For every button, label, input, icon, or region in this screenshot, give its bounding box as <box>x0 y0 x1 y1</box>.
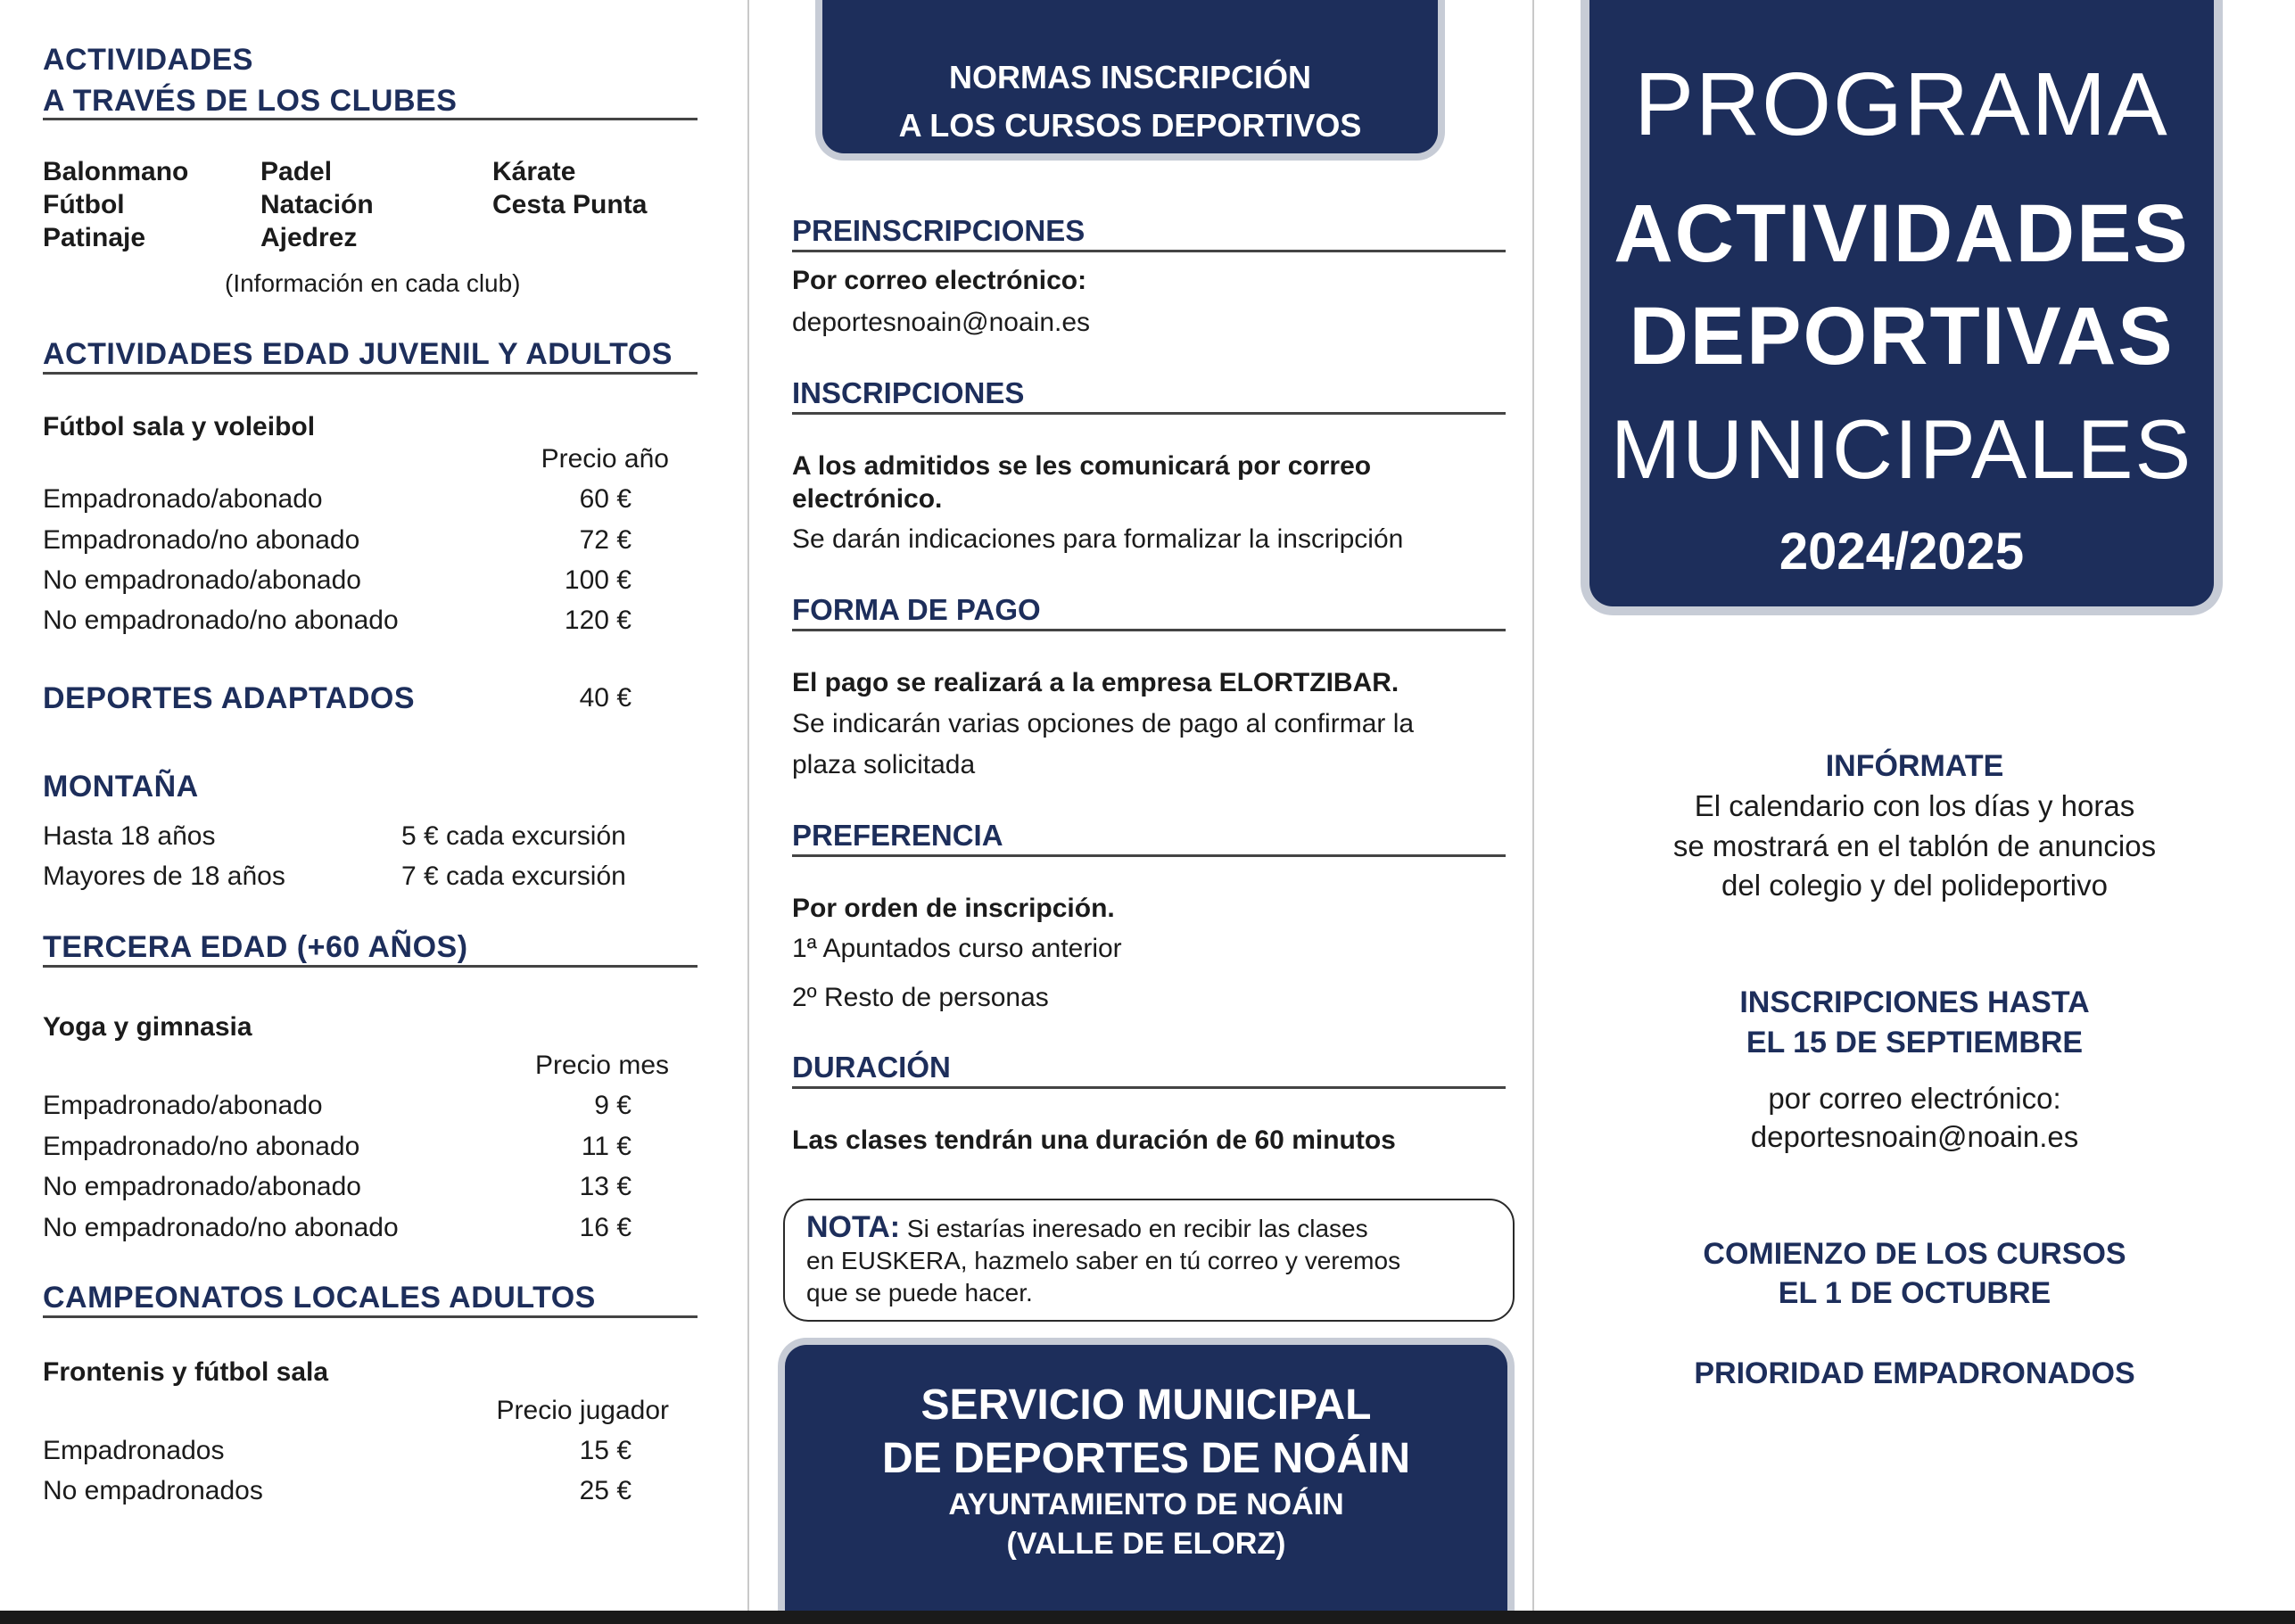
price-row-label: No empadronados <box>43 1476 263 1505</box>
clubs-note: (Información en cada club) <box>225 269 521 297</box>
duracion-line1: Las clases tendrán una duración de 60 minutos <box>792 1125 1396 1155</box>
pago-rule <box>792 629 1506 631</box>
preferencia-line3: 2º Resto de personas <box>792 983 1049 1012</box>
footer-line3: AYUNTAMIENTO DE NOÁIN <box>948 1488 1344 1521</box>
montana-row-label: Mayores de 18 años <box>43 861 285 891</box>
price-row-label: Empadronado/abonado <box>43 484 323 514</box>
campeonatos-price-header: Precio jugador <box>496 1396 669 1425</box>
cover-year: 2024/2025 <box>1779 523 2025 581</box>
price-row-value: 25 € <box>579 1476 632 1505</box>
comienzo-line2: EL 1 DE OCTUBRE <box>1778 1276 2051 1310</box>
price-row-value: 72 € <box>579 525 632 555</box>
cover-programa: PROGRAMA <box>1634 54 2169 154</box>
cover-actividades: ACTIVIDADES <box>1614 188 2190 279</box>
nota-text <box>806 1211 1400 1309</box>
footer-line4: (VALLE DE ELORZ) <box>1006 1527 1286 1561</box>
preferencia-rule <box>792 854 1506 857</box>
inscripciones-line1: A los admitidos se les comunicará por correo <box>792 451 1372 481</box>
preinscripciones-rule <box>792 250 1506 252</box>
cover-municipales: MUNICIPALES <box>1610 402 2193 496</box>
inscripciones-title: INSCRIPCIONES <box>792 376 1025 409</box>
price-row-value: 60 € <box>579 484 632 514</box>
cover-deportivas: DEPORTIVAS <box>1629 291 2175 382</box>
price-row-value: 13 € <box>579 1172 632 1201</box>
price-row-label: No empadronado/abonado <box>43 1172 361 1201</box>
footer-line1: SERVICIO MUNICIPAL <box>920 1381 1372 1429</box>
clubs-rule <box>43 118 698 120</box>
inscripciones-hasta-line1: INSCRIPCIONES HASTA <box>1739 985 2090 1019</box>
comienzo-line1: COMIENZO DE LOS CURSOS <box>1703 1237 2126 1271</box>
inscripciones-rule <box>792 412 1506 415</box>
pago-line1: El pago se realizará a la empresa ELORTZIBAR. <box>792 668 1399 697</box>
campeonatos-subtitle: Frontenis y fútbol sala <box>43 1357 329 1387</box>
footer-line2: DE DEPORTES DE NOÁIN <box>881 1435 1411 1482</box>
servicio-footer-banner <box>785 1345 1507 1611</box>
preferencia-title: PREFERENCIA <box>792 819 1003 852</box>
juvenil-title: ACTIVIDADES EDAD JUVENIL Y ADULTOS <box>43 337 673 371</box>
preferencia-line1: Por orden de inscripción. <box>792 894 1115 923</box>
montana-row-value: 5 € cada excursión <box>401 821 626 851</box>
montana-row-value: 7 € cada excursión <box>401 861 626 891</box>
nota-line3: que se puede hacer. <box>806 1279 1033 1307</box>
tercera-rule <box>43 965 698 968</box>
price-row-value: 120 € <box>564 606 632 635</box>
price-row-label: Empadronado/no abonado <box>43 1132 360 1161</box>
club-item: Kárate <box>492 157 576 186</box>
informate-line2: se mostrará en el tablón de anuncios <box>1672 829 2157 862</box>
price-row-value: 11 € <box>581 1132 632 1161</box>
pago-title: FORMA DE PAGO <box>792 593 1041 626</box>
right-panel <box>1534 0 2295 1611</box>
informate-line3: del colegio y del polideportivo <box>1721 869 2108 902</box>
nota-box <box>783 1199 1515 1322</box>
clubs-title-line1: ACTIVIDADES <box>43 43 253 77</box>
adaptados-price: 40 € <box>579 683 632 713</box>
informate-line1: El calendario con los días y horas <box>1694 789 2135 822</box>
juvenil-price-header: Precio año <box>541 444 669 474</box>
duracion-rule <box>792 1086 1506 1089</box>
price-row-value: 16 € <box>579 1213 632 1242</box>
club-item: Natación <box>260 190 374 219</box>
left-panel <box>0 0 749 1611</box>
price-row-label: No empadronado/no abonado <box>43 1213 399 1242</box>
normas-header-line2: A LOS CURSOS DEPORTIVOS <box>898 107 1362 144</box>
campeonatos-rule <box>43 1315 698 1318</box>
preinscripciones-line1: Por correo electrónico: <box>792 266 1087 295</box>
inscripciones-hasta-line2: EL 15 DE SEPTIEMBRE <box>1746 1026 2084 1059</box>
club-item: Ajedrez <box>260 223 358 252</box>
correo-line1: por correo electrónico: <box>1768 1082 2061 1115</box>
price-row-label: Empadronado/abonado <box>43 1091 323 1120</box>
preferencia-line2: 1ª Apuntados curso anterior <box>792 934 1122 963</box>
montana-title: MONTAÑA <box>43 770 199 804</box>
juvenil-rule <box>43 372 698 375</box>
scan-bottom-edge <box>0 1611 2295 1624</box>
inscripciones-line3: Se darán indicaciones para formalizar la inscripción <box>792 524 1404 554</box>
club-item: Balonmano <box>43 157 189 186</box>
club-item: Fútbol <box>43 190 125 219</box>
juvenil-subtitle: Fútbol sala y voleibol <box>43 412 316 441</box>
normas-header-banner <box>822 0 1438 153</box>
clubs-title-line2: A TRAVÉS DE LOS CLUBES <box>43 84 458 118</box>
campeonatos-title: CAMPEONATOS LOCALES ADULTOS <box>43 1281 596 1315</box>
tercera-subtitle: Yoga y gimnasia <box>43 1012 252 1042</box>
middle-panel <box>749 0 1534 1611</box>
nota-label: NOTA: <box>806 1210 901 1244</box>
preinscripciones-title: PREINSCRIPCIONES <box>792 214 1086 247</box>
club-item: Patinaje <box>43 223 146 252</box>
pago-line3: plaza solicitada <box>792 750 976 779</box>
prioridad-text: PRIORIDAD EMPADRONADOS <box>1694 1356 2135 1390</box>
price-row-label: Empadronado/no abonado <box>43 525 360 555</box>
tercera-price-header: Precio mes <box>534 1051 669 1080</box>
pago-line2: Se indicarán varias opciones de pago al confirmar la <box>792 709 1415 738</box>
price-row-value: 100 € <box>564 565 632 595</box>
normas-header-line1: NORMAS INSCRIPCIÓN <box>948 59 1312 95</box>
price-row-label: Empadronados <box>43 1436 225 1465</box>
preinscripciones-email: deportesnoain@noain.es <box>792 308 1091 337</box>
correo-email: deportesnoain@noain.es <box>1750 1120 2079 1153</box>
inscripciones-line2: electrónico. <box>792 484 943 514</box>
adaptados-title: DEPORTES ADAPTADOS <box>43 681 416 715</box>
duracion-title: DURACIÓN <box>792 1051 951 1084</box>
club-item: Cesta Punta <box>492 190 648 219</box>
montana-row-label: Hasta 18 años <box>43 821 216 851</box>
club-item: Padel <box>260 157 333 186</box>
tercera-title: TERCERA EDAD (+60 AÑOS) <box>43 930 468 964</box>
price-row-label: No empadronado/no abonado <box>43 606 399 635</box>
nota-line2: en EUSKERA, hazmelo saber en tú correo y veremos <box>806 1247 1401 1274</box>
nota-line1: Si estarías ineresado en recibir las clases <box>906 1215 1368 1242</box>
informate-title: INFÓRMATE <box>1825 749 2004 783</box>
price-row-label: No empadronado/abonado <box>43 565 361 595</box>
price-row-value: 9 € <box>594 1091 632 1120</box>
price-row-value: 15 € <box>579 1436 632 1465</box>
